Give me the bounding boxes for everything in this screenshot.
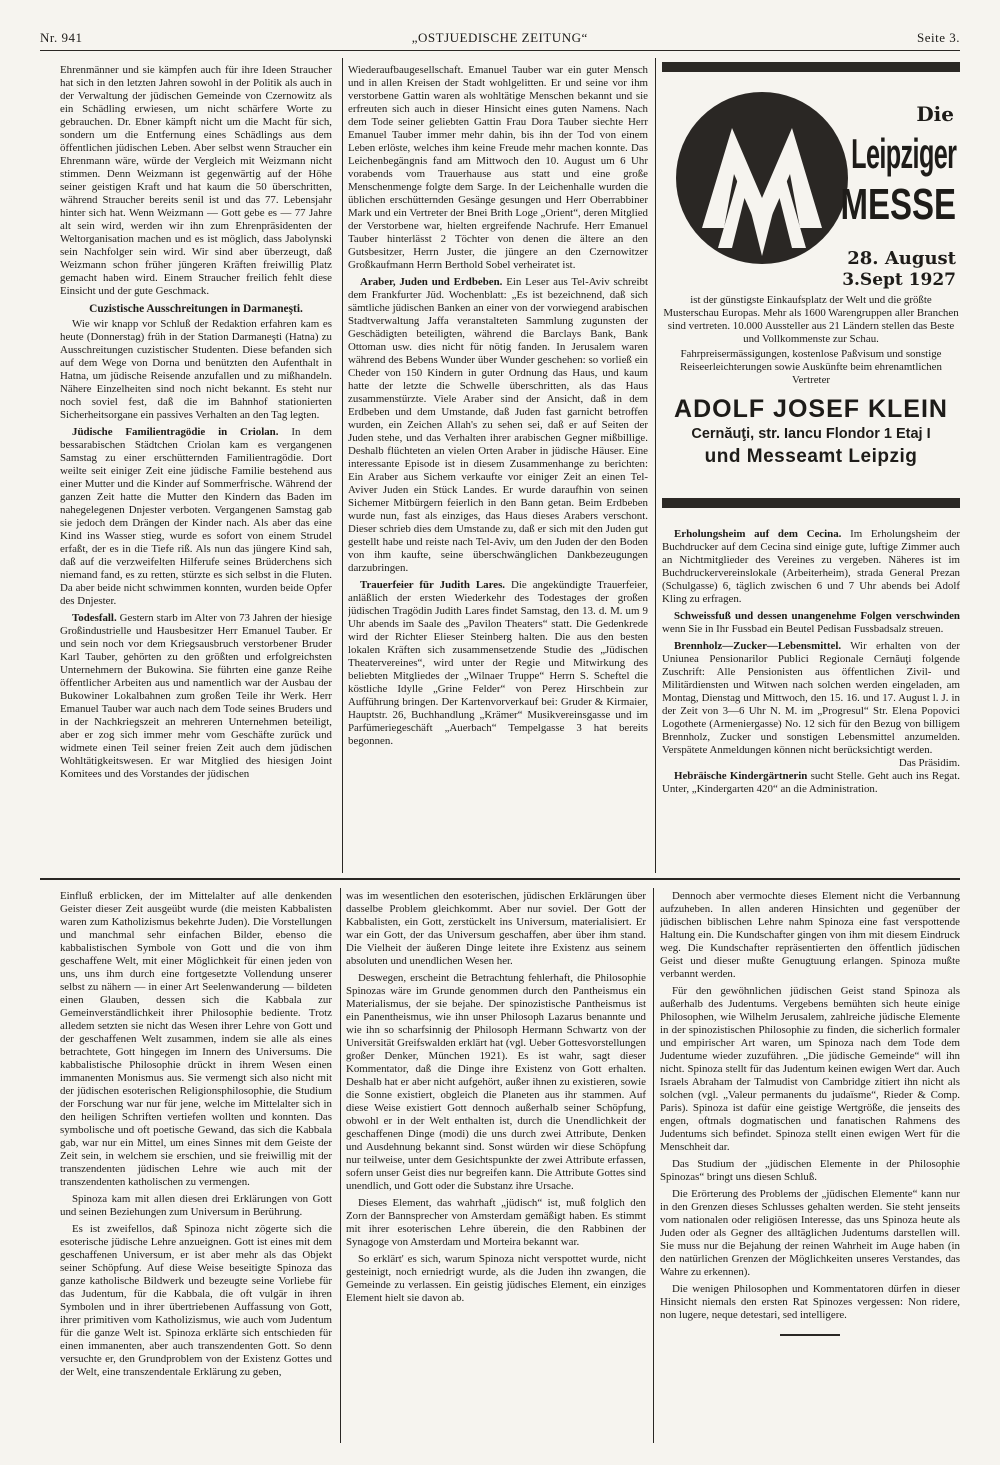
notice-pedisan [662, 610, 960, 636]
column-rule [340, 888, 341, 1443]
headline-darmanesti: Cuzistische Ausschreitungen in Darmaneşti. [89, 303, 303, 315]
notice-kindergarten [662, 770, 960, 796]
article-criolan-text: In dem bessarabischen Städtchen Criolan kam es vergangenen Samstag zu einer erschütternden Familientragödie. Dort weilte seit einiger Zeit eine jüdische Familie bestehend aus einer Mutter und die Kinder auf Sommerfrische. Während der ganzen Zeit hatte die Mutter den Kindern das Baden im nahegelegenen Dnjester verboten. Vergangenen Samstag gab sie jedoch dem Drängen der Kinder nach. Als aber das eine Kind ins Wasser stieg, wurde es sofort von einem Strudel erfaßt, der es in die Tiefe riß. Als nun das jüngere Kind sah, daß auf die verzweifelten Hilferufe seines Brüderchens sich niemand fand, es zu retten, stürzte es sich selbst in die Fluten. Da aber beide nicht schwimmen konnten, wurden beide Opfer des Dnjester. [60, 426, 332, 607]
ad-messe: MESSE [840, 180, 956, 229]
headline-pedisan: Schweissfuß und dessen unangenehme Folgen verschwinden [674, 610, 960, 622]
headline-brennholz: Brennholz—Zucker—Lebensmittel. [674, 640, 842, 652]
column-rule [655, 58, 656, 873]
headline-lares: Trauerfeier für Judith Lares. [360, 579, 506, 591]
column-2 [348, 64, 648, 874]
page-header [40, 26, 960, 46]
spinoza-paragraph: was im wesentlichen den esoterischen, jüdischen Erklärungen über dasselbe Problem gleichkommt. Aber nur soviel. Der Gott der Kabbalisten, ein Gott, zerstückelt ins Universum, materialisiert. Er war ein Gott, der das Universum geschaffen, aber über ihm stand. Die Vielheit der äußeren Dinge leitete ihre Existenz aus seinem absoluten und unendlichen Wesen her. [346, 890, 646, 967]
ad-representative-name: ADOLF JOSEF KLEIN [674, 395, 948, 423]
spinoza-paragraph: Spinoza kam mit allen diesen drei Erklärungen von Gott und seinen Beziehungen zum Universum in Berührung. [60, 1193, 332, 1218]
headline-todesfall: Todesfall. [72, 612, 117, 624]
article-tauber-end: Wiederaufbaugesellschaft. Emanuel Tauber war ein guter Mensch und in allen Kreisen der Stadt wohlgelitten. Er und seine vor ihm verstorbene Gattin waren als wohltätige Menschen bekannt und sie erfreuten sich auch in dieser Hinsicht eines guten Namens. Nach dem Tode seiner geliebten Gattin Frau Dora Tauber siechte Herr Emanuel Tauber immer mehr dahin, bis ihn der Tod von einem Leben erlöste, welches ihm keine Freude mehr machen konnte. Das Leichenbegängnis fand am Mittwoch den 10. August um 6 Uhr vorabends vom Trauerhause aus statt und eine große Menschenmenge folgte dem Sarge. In der Leichenhalle wurden die üblichen erschütternden Gesänge gesungen und Herr Oberrabbiner Mark und ein Vertreter der Bnei Brith Loge „Orient“, deren Mitglied der Verstorbene war, hielten ergreifende Nachrufe. Herr Emanuel Tauber hinterlässt 2 Töchter von denen die ältere an den Gutsbesitzer, Herrn Juster, die jüngere an den Czernowitzer Großkaufmann Herrn Berthold Sobel verheiratet ist. [348, 64, 648, 271]
column-rule [653, 888, 654, 1443]
notice-kindergarten-text: sucht Stelle. Geht auch ins Regat. Unter, „Kindergarten 420“ an die Administration. [662, 770, 960, 795]
notice-pedisan-text: wenn Sie in Ihr Fussbad ein Beutel Pedisan Fussbadsalz streuen. [662, 623, 944, 635]
article-todesfall [60, 612, 332, 781]
notice-brennholz [662, 640, 960, 769]
article-lares [348, 579, 648, 748]
notice-cecina-text: Im Erholungsheim der Buchdrucker auf dem Cecina sind einige gute, luftige Zimmer auch an Nichtmitglieder des Vereines zu vergeben. Näheres ist im Buchdruckervereinslokale (Arbeiterheim), strada General Prezan (Schulgasse) 6, täglich zwischen 6 und 7 Uhr abends bei Adolf Kling zu erfragen. [662, 528, 960, 605]
spinoza-paragraph: Deswegen, erscheint die Betrachtung fehlerhaft, die Philosophie Spinozas wäre im Grunde genommen durch den Pantheismus ein Materialismus, der sie bejahe. Der spinozistische Pantheismus ist ein Panentheismus, wie ihn unser Philosoph Lazarus benannte und wie ihn so scharfsinnig der Philosoph Hermann Schwartz von der Universität Greifswalden erklärt hat (vgl. Ueber Gottesvorstellungen großer Denker, München 1921). Es ist wahr, sagt dieser Kommentator, daß die Dinge ihre Existenz von Gott erhalten. Deshalb hat er aber nicht aufgehört, außer ihnen zu existieren, sowie die Sonne existiert, obgleich die Planeten aus ihr stammen. Auf diese Weise existiert Gott dennoch außerhalb seiner Schöpfung, obwohl er in der Welt enthalten ist, durch die Unendlichkeit der geschaffenen Dinge (modi) die uns durch zwei Attribute, Denken und Ausdehnung bekannt sind. Sonst würden wir diese Schöpfung nur teilweise, unter dem Gesichtspunkte der zwei Attribute erfassen, sofern unser Geist dies nur begreifen kann. Die Attribute Gottes sind unendlich, und Gott oder die Substanz ihre Ursache. [346, 972, 646, 1192]
article-criolan [60, 426, 332, 608]
issue-number: Nr. 941 [40, 30, 83, 45]
column-3-notices [662, 528, 960, 874]
ad-masthead [662, 72, 960, 294]
notice-cecina [662, 528, 960, 606]
spinoza-paragraph: Die wenigen Philosophen und Kommentatoren dürfen in dieser Hinsicht niemals den ersten Rat Spinozes vergessen: Non ridere, non lugere, neque detestari, sed intelligere. [660, 1283, 960, 1321]
spinoza-paragraph: Das Studium der „jüdischen Elemente in der Philosophie Spinozas“ bringt uns diesen Schluß. [660, 1158, 960, 1183]
ad-bottom-bar [662, 498, 960, 508]
spinoza-column-2 [346, 890, 646, 1445]
mm-logo-icon [672, 88, 852, 268]
header-rule [40, 50, 960, 51]
notice-brennholz-signature: Das Präsidim. [898, 757, 960, 769]
article-todesfall-text: Gestern starb im Alter von 73 Jahren der hiesige Großindustrielle und Hausbesitzer Herr Emanuel Tauber. Er und sein noch vor dem Kriegsausbruch verstorbener Bruder Karl Tauber, gehörten zu den größten und erfolgreichsten Unternehmern der Bukowina. Sie führten eine ganze Reihe öffentlicher Arbeiten aus und namentlich war der Ausbau der Bukowiner Lokalbahnen zum großen Teile ihr Werk. Herr Emanuel Tauber war auch nach dem Tode seines Bruders und in der Nachkriegszeit an mehreren Unternehmen beteiligt, aber er zog sich immer mehr vom Geschäfte zurück und widmete einen Teil seiner freien Zeit auch dem jüdischen Wohltätigkeitswesen. Er war Mitglied des hiesigen Joint Komitees und des Vorstandes der jüdischen [60, 612, 332, 780]
spinoza-column-1 [60, 890, 332, 1445]
headline-kindergarten: Hebräische Kindergärtnerin [674, 770, 808, 782]
headline-cecina: Erholungsheim auf dem Cecina. [674, 528, 842, 540]
spinoza-paragraph: Die Erörterung des Problems der „jüdischen Elemente“ kann nur in den Grenzen dieses Schlusses gehalten werden. Sie steht jenseits vom nationalen oder religiösen Interesse, das uns Spinoza heute als Juden oder als Gegner des alltäglichen Judentums darstellen will. Sie muss nur die Bejahung der reinen Wahrheit im Auge haben (in den natürlichen Grenzen der Möglichkeiten unseres Verstandes, das Wahre zu erkennen). [660, 1188, 960, 1278]
spinoza-column-3 [660, 890, 960, 1445]
ad-travel-info: Fahrpreisermässigungen, kostenlose Paßvisum und sonstige Reiseerleichterungen sowie Auskünfte beim ehrenamtlichen Vertreter [680, 348, 942, 386]
article-erdbeben [348, 276, 648, 575]
headline-criolan: Jüdische Familientragödie in Criolan. [72, 426, 279, 438]
article-lares-text: Die angekündigte Trauerfeier, anläßlich der ersten Wiederkehr des Todestages der großen jüdischen Tragödin Judith Lares findet Samstag, den 13. d. M. um 9 Uhr abends im Saale des „Pavilon Theaters“ statt. Die Gedenkrede wird der Richter Elieser Steinberg halten. Die aus den besten lokalen Kräften sich zusammensetzende Studie des „Jüdischen Theatervereines“, wird unter der Regie und Mitwirkung des beliebten Mitgliedes der „Wilnaer Truppe“ Herrn S. Scheftel die köstliche Idylle „Grine Felder“ von Perez Hirschbein zur Aufführung bringen. Der Kartenvorverkauf bei: Gruder & Kirmaier, Hauptstr. 26, Buchhandlung „Krämer“ Musikvereinsgasse und im Parfümeriegeschäft „Auerbach“ Tempelgasse 3 hat bereits begonnen. [348, 579, 648, 747]
ad-die: Die [916, 102, 954, 126]
ad-date-end: 3.Sept 1927 [842, 270, 956, 290]
ad-messeamt: und Messeamt Leipzig [704, 446, 918, 467]
spinoza-paragraph: Dieses Element, das wahrhaft „jüdisch“ ist, muß folglich den Zorn der Bannsprecher von Amsterdam gemäßigt haben. Es stimmt mit ihrer esoterischen Lehre überein, die den Rabbinen der Synagoge von Amsterdam und Morteira bekannt war. [346, 1197, 646, 1248]
spinoza-paragraph: Für den gewöhnlichen jüdischen Geist stand Spinoza als außerhalb des Judentums. Vergebens bemühten sich heute einige Philosophen, wie Wilhelm Jerusalem, zahlreiche jüdische Elemente in der spinozistischen Philosophie zu finden, die sicherlich formaler und empirischer Art waren, um Spinoza nach dem Tode dem Judentume wieder zuzuführen. „Die jüdische Gemeinde“ will ihn nicht. Spinoza stellt für das Judentum keinen ewigen Wert dar. Auch Israels Abraham der Talmudist von Cambridge zitiert ihn nicht als solchen (vgl. „Valeur permanents du judaïsme“, Rieder & Comp. Paris). Spinoza ist dafür eine geistige Wertgröße, die jenseits des engen, oftmals dogmatischen und fanatischen Rahmens des Judentums sich befindet. Spinoza stellt einen ewigen Wert für die Menschheit dar. [660, 985, 960, 1153]
headline-erdbeben: Araber, Juden und Erdbeben. [360, 276, 503, 288]
ad-description: ist der günstigste Einkaufsplatz der Welt und die größte Musterschau Europas. Mehr als 1600 Warengruppen aller Branchen sind vertreten. 10.000 Aussteller aus 21 Ländern stellen das Beste und Vollkommenste zur Schau. [663, 294, 959, 345]
article-darmanesti: Wie wir knapp vor Schluß der Redaktion erfahren kam es heute (Donnerstag) früh in der Station Darmaneşti (Hatna) zu Ausschreitungen cuzistischer Studenten. Diese befanden sich auf dem Wege von Dorna und benützten den Aufenthalt in Hatna, um jüdische Reisende anzufallen und zu mißhandeln. Nähere Einzelheiten sind noch nicht bekannt. Es steht nur noch soviel fest, daß die im Bahnhof stationierten Sicherheitsorgane ein passives Verhalten an den Tag legten. [60, 318, 332, 421]
spinoza-paragraph: Dennoch aber vermochte dieses Element nicht die Verbannung aufzuheben. In allen anderen Hinsichten und gegenüber der jüdischen biblischen Lehre nahm Spinoza eine fast verspottende Haltung ein. Die Kundschafter gingen von ihm mit diesem Eindruck weg. Die Kundschafter repräsentierten den öffentlich jüdischen Geist und dieser mußte Genugtuung erlangen. Spinoza mußte verbannt werden. [660, 890, 960, 980]
article-weizmann-end: Ehrenmänner und sie kämpfen auch für ihre Ideen Straucher hat sich in den letzten Jahren sowohl in der Politik als auch in der Verwaltung der jüdischen Gemeinde von Czernowitz als ein Schädling erwiesen, um nicht schärfere Worte zu gebrauchen. Dr. Ebner kämpft nicht um die Macht für sich, sondern um die Entfernung eines Schädlings aus dem öffentlichen jüdischen Leben. Aber selbst wenn Straucher ein Ehrenmann wäre, würde der Vergleich mit Weizmann nicht stimmen. Denn Weizmann ist gegenwärtig auf der Höhe seiner geistigen Kraft und hat kaum die 50 überschritten, während Straucher bereits senil ist und das 77. Lebensjahr hinter sich hat. Wenn Weizmann — Gott gebe es — 77 Jahre alt sein wird, werden wir ihn zum Ehrenpräsidenten der Weltorganisation machen und es ist möglich, dass Jabolynski sein Nachfolger sein wird. Wir sind aber überzeugt, daß Weizmann schon früher jüngeren Kräften freiwillig Platz gemacht haben wird. Einem Straucher freilich fehlt diese Einsicht und der gute Geschmack. [60, 64, 332, 297]
spinoza-paragraph: So erklärt' es sich, warum Spinoza nicht verspottet wurde, nicht gesteinigt, noch erniedrigt wurde, als die Juden ihn zwangen, die Gemeinde zu verlassen. Ein geistig jüdisches Element, ein einziges Element hielt sie davon ab. [346, 1253, 646, 1304]
ad-body [662, 294, 960, 387]
notice-brennholz-text: Wir erhalten von der Uniunea Pensionarilor Publici Regionale Cernăuţi folgende Zuschrift: Alle Pensionisten aus öffentlichen Zivil- und Militärdiensten und Witwen nach solchen werden eingeladen, am Montag, Dienstag und Mittwoch, den 15. 16. und 17. August l. J. in der Zeit von 3—6 Uhr N. M. im „Progresul“ Str. Elena Popovici Logothete (Armeniergasse) No. 12 sich für den Bezug von billigem Brennholz, Zucker und sonstigen Lebensmittel anzumelden. Verspätete Anmeldungen können nicht berücksichtigt werden. [662, 640, 960, 756]
newspaper-title: „OSTJUEDISCHE ZEITUNG“ [411, 30, 588, 45]
article-erdbeben-text: Ein Leser aus Tel-Aviv schreibt dem Frankfurter Jüd. Wochenblatt: „Es ist bezeichnend, daß sich sämtliche jüdischen Banken an einer von der vorwiegend arabischen Stadtverwaltung Jaffa veranstalteten Sammlung zugunsten der Geschädigten beteiligten, während die Barclays Bank, Bank Ottoman usw. dies nicht für nötig fanden. In Jerusalem waren während des Bebens Wunder über Wunder geschehen: so vorließ ein Cheder von 150 Kindern in guter Ordnung das Haus, und kaum hatte der letzte die Schwelle überschritten, als das Haus zusammenstürzte. Viele Araber sind der Ansicht, daß in dem Erdbeben und dem Umstande, daß Juden fast garnicht betroffen wurden, ein Zeichen Allah's zu sehen sei, daß er auf Seiten der Juden stehe, und das Verhalten ihrer arabischen Gegner mißbillige. Deshalb flüchteten an vielen Orten Araber in jüdische Häuser. Eine interessante Episode ist in diesem Zusammenhange zu berichten: Ein Araber aus Sichem verkaufte vor einiger Zeit an einen Tel-Aviver Juden ein Stück Landes. Er wurde daraufhin von seinen Sichemer Mitbürgern feierlich in den Bann getan. Beim Erdbeben wurde nun, fast als einziges, das Haus dieses Arabers verschont. Dieser schrieb dies dem Umstande zu, daß er sich mit den Juden gut gestellt habe und reiste nach Tel-Aviv, um den Juden der den Boden von ihm kaufte, seine überschwänglichen Dankbezeugungen darzubringen. [348, 276, 648, 574]
column-1 [60, 64, 332, 874]
spinoza-paragraph: Einfluß erblicken, der im Mittelalter auf alle denkenden Geister dieser Zeit ausgeübt wurde (die meisten Kabbalisten waren zum Katholizismus bekehrte Juden). Die Vorstellungen und manchmal sehr einfachen Bilder, ebenso die kabbalistischen Symbole von Gott und die von ihm geschaffene Welt, mit einer Möglichkeit für einen jeden von uns, uns ihm durch eine fortgesetzte Vollendung unserer selbst zu nähern — in einer Art Seelenwanderung — bildeten einen Glauben, dessen sich die Kabbala zur Gemeinverständlichkeit ihrer Philosophie bediente. Trotz alledem setzten sie nicht das Wesen ihrer Lehre von Gott und der geschaffenen Welt zusammen, indem sie alle als eines betrachtete, Gott hingegen im Innern des Universums. Die kabbalistische Philosophie drückt in ihrem Wesen einen immanenten Monismus aus. Sie vermengt sich also nicht mit der jüdischen esoterischen Religionsphilosophie, die Studium der Forschung war nur für jene, welche im Mittelalter sich in den heiligen Schriften vertiefen wollten und konnten. Das symbolische und oft poetische Gewand, das sich die Kabbala gab, war nur ein Mittel, um eines Sinnes mit dem Geiste der Zeit sein, in welchem sie erschien, und sie freiwillig mit der transzendenten jüdischen Lehre wie auch mit der transzendenten katholischen zu vermengen. [60, 890, 332, 1188]
column-rule [342, 58, 343, 873]
leipzig-fair-advertisement [662, 62, 960, 508]
end-rule [780, 1334, 840, 1336]
ad-leipziger: Leipziger [850, 130, 956, 177]
ad-top-bar [662, 62, 960, 72]
page-number: Seite 3. [916, 30, 960, 45]
ad-address: Cernăuţi, str. Iancu Flondor 1 Etaj I [691, 426, 931, 442]
section-rule [40, 878, 960, 880]
ad-date-start: 28. August [847, 248, 956, 269]
spinoza-paragraph: Es ist zweifellos, daß Spinoza nicht zögerte sich die esoterische jüdische Lehre anzueignen. Gott ist eines mit dem geschaffenen Universum, er ist aber mehr als das Objekt seiner Schöpfung. Auf diese Weise beseitigte Spinoza das ganze katholische Bildwerk und bezeugte seine Vorliebe für das Judentum, für die Kabbala, die oft vulgär in ihren Symbolen und in ihrer übertriebenen Auffassung von Gott, ihrer primitiven vom Katholizismus, wie auch vom Judentum für die ganze Welt ist. Spinoza erklärte sich entschieden für einen immanenten, aber auch transzendenten Gott. So denn versuchte er, den Grundproblem von der Existenz Gottes und der Welt, eine transzendentale Erklärung zu geben, [60, 1223, 332, 1378]
